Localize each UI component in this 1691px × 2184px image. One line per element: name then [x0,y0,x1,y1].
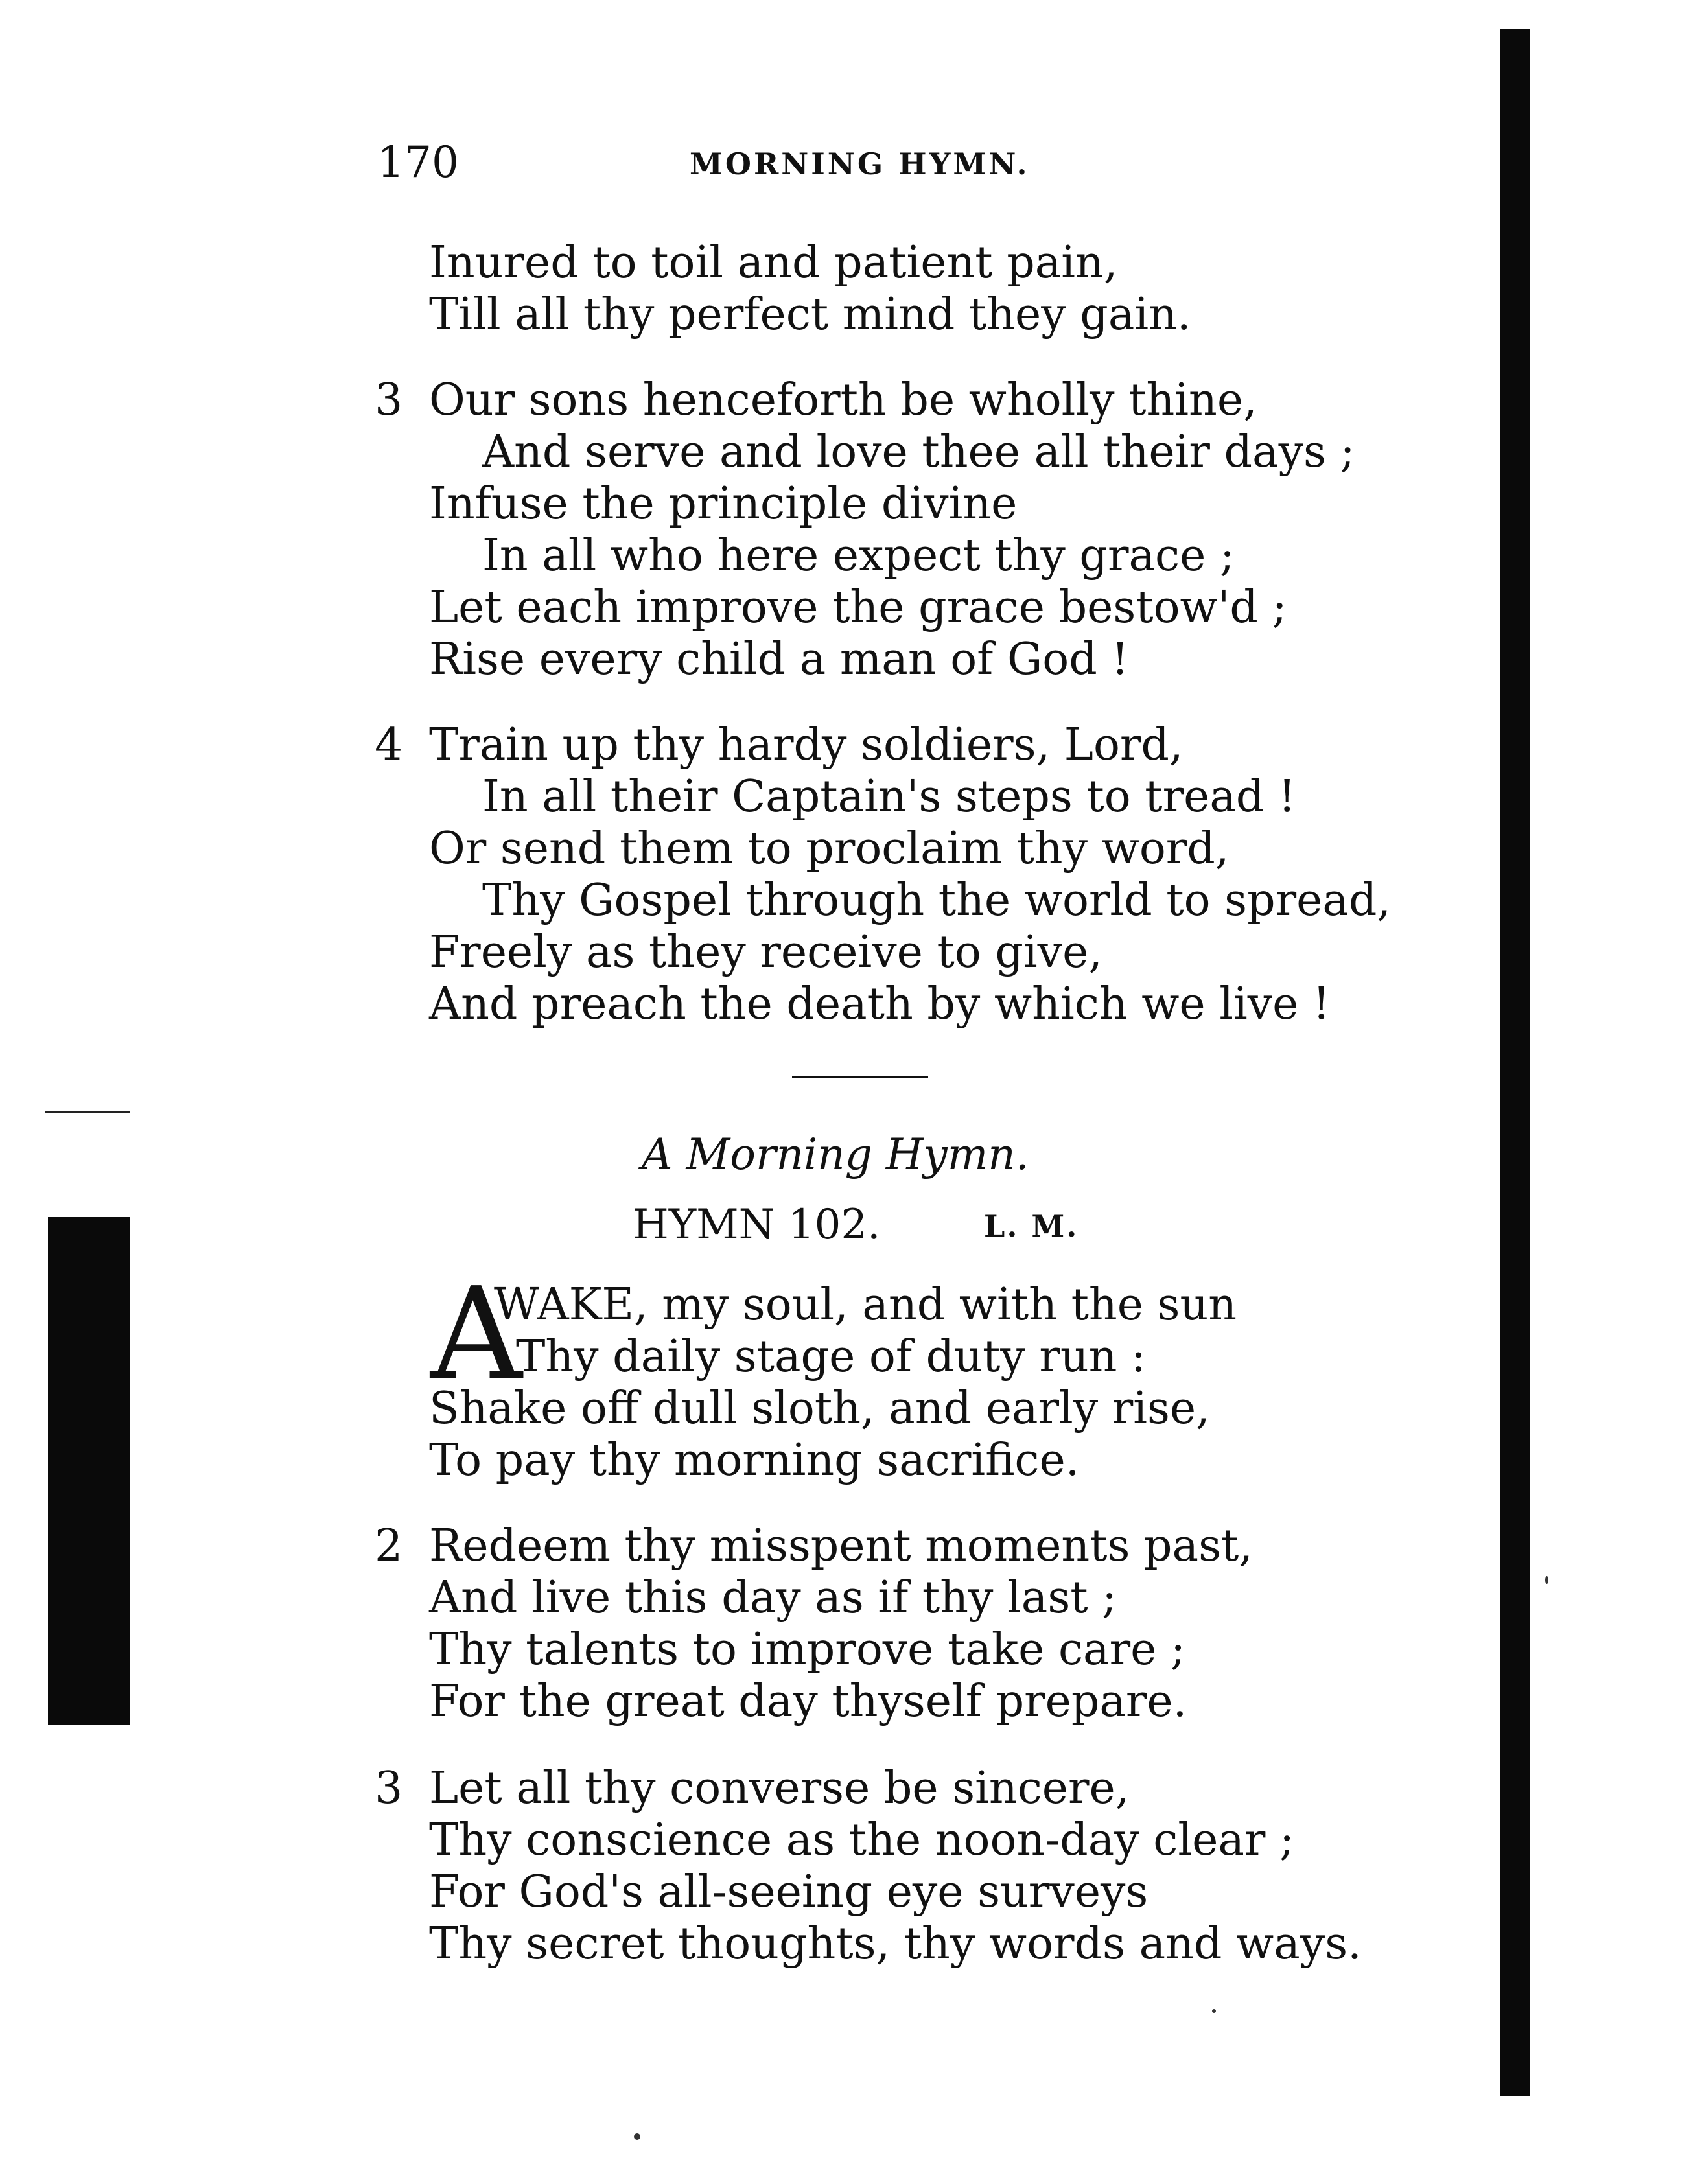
binding-shadow [1500,29,1530,2096]
scan-speck [634,2133,640,2140]
verse-line: Thy Gospel through the world to spread, [482,875,1392,926]
verse-line: And serve and love thee all their days ; [482,426,1355,478]
verse-line: Thy talents to improve take care ; [429,1624,1185,1675]
hymn-subtitle: A Morning Hymn. [642,1130,1029,1179]
margin-rule [45,1111,130,1113]
verse-line: Rise every child a man of God ! [429,634,1129,685]
margin-black-block [48,1217,130,1725]
verse-line: Freely as they receive to give, [429,927,1102,978]
stanza-number: 3 [375,1763,403,1814]
verse-line: Train up thy hardy soldiers, Lord, [429,719,1184,771]
verse-line: In all their Captain's steps to tread ! [482,771,1296,822]
verse-line: Thy conscience as the noon-day clear ; [429,1815,1294,1866]
verse-line: To pay thy morning sacrifice. [429,1435,1080,1486]
verse-line: For the great day thyself prepare. [429,1676,1187,1727]
verse-line: Our sons henceforth be wholly thine, [429,375,1257,426]
verse-line: Thy daily stage of duty run : [516,1331,1146,1382]
verse-line: Infuse the principle divine [429,478,1018,529]
hymn-meter: L. M. [984,1209,1079,1244]
verse-line: WAKE, my soul, and with the sun [494,1279,1237,1330]
verse-line: And live this day as if thy last ; [429,1572,1117,1623]
verse-line: Or send them to proclaim thy word, [429,823,1230,874]
verse-line: Till all thy perfect mind they gain. [429,289,1191,340]
scan-speck [1545,1576,1548,1584]
verse-line: For God's all-seeing eye surveys [429,1866,1149,1918]
stanza-number: 3 [375,375,403,426]
section-divider [792,1076,928,1078]
verse-line: In all who here expect thy grace ; [482,530,1235,581]
stanza-number: 4 [375,719,403,771]
verse-line: Let each improve the grace bestow'd ; [429,582,1287,633]
running-title: MORNING HYMN. [690,146,1030,181]
verse-line: Shake off dull sloth, and early rise, [429,1383,1210,1434]
scan-speck [1212,2009,1216,2013]
verse-line: Thy secret thoughts, thy words and ways. [429,1918,1362,1969]
verse-line: Redeem thy misspent moments past, [429,1520,1253,1572]
verse-line: Inured to toil and patient pain, [429,237,1118,288]
verse-line: And preach the death by which we live ! [429,979,1331,1030]
verse-line: Let all thy converse be sincere, [429,1763,1130,1814]
drop-cap: A [430,1260,522,1408]
stanza-number: 2 [375,1520,403,1572]
page-number: 170 [377,137,459,187]
running-header [377,134,1349,192]
hymn-number: HYMN 102. [633,1201,881,1249]
